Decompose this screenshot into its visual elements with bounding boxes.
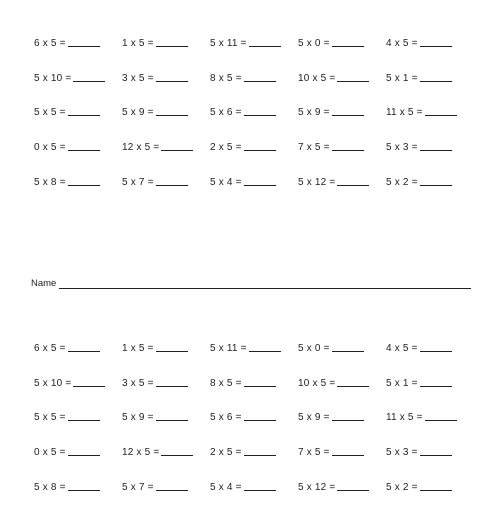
problem-text: 3 x 5 = [122,72,154,84]
problem [298,378,386,389]
problem [210,343,298,354]
problem-text: 5 x 11 = [210,37,247,49]
problem [298,177,386,188]
answer-blank[interactable] [420,185,452,186]
answer-blank[interactable] [68,150,100,151]
answer-blank[interactable] [73,386,105,387]
name-blank[interactable] [59,278,471,289]
problem [34,38,122,49]
problem-text: 5 x 7 = [122,482,154,494]
problem [386,412,474,423]
problem-text: 5 x 2 = [386,482,418,494]
answer-blank[interactable] [332,455,364,456]
problem [210,142,298,153]
problem [386,482,474,493]
problem [210,447,298,458]
problem [34,177,122,188]
problem-text: 11 x 5 = [386,107,423,119]
answer-blank[interactable] [156,490,188,491]
problem-row [34,165,474,200]
problem [386,447,474,458]
problem [34,142,122,153]
worksheet-bottom-section [34,331,474,505]
problem [122,142,210,153]
answer-blank[interactable] [156,81,188,82]
problem-text: 5 x 1 = [386,72,418,84]
problem-text: 5 x 10 = [34,72,72,84]
answer-blank[interactable] [161,150,193,151]
problem [210,38,298,49]
answer-blank[interactable] [249,46,281,47]
problem-text: 5 x 1 = [386,377,418,389]
answer-blank[interactable] [337,490,369,491]
answer-blank[interactable] [420,81,452,82]
problem [122,107,210,118]
problem-text: 12 x 5 = [122,142,160,154]
answer-blank[interactable] [68,185,100,186]
name-label: Name [31,278,57,289]
answer-blank[interactable] [337,185,369,186]
problem-text: 5 x 5 = [34,107,66,119]
problem-text: 2 x 5 = [210,142,242,154]
problem-text: 5 x 12 = [298,177,336,189]
problem-row [34,401,474,436]
answer-blank[interactable] [156,386,188,387]
answer-blank[interactable] [68,420,100,421]
problem [298,142,386,153]
answer-blank[interactable] [420,455,452,456]
problem-row [34,61,474,96]
answer-blank[interactable] [249,351,281,352]
problem [34,378,122,389]
problem [122,412,210,423]
problem [298,343,386,354]
problem [298,107,386,118]
problem-text: 10 x 5 = [298,72,336,84]
problem-text: 5 x 6 = [210,412,242,424]
problem-text: 5 x 4 = [210,177,242,189]
problem-text: 5 x 12 = [298,482,336,494]
problem [210,482,298,493]
problem [122,38,210,49]
problem-text: 8 x 5 = [210,72,242,84]
problem-row [34,366,474,401]
answer-blank[interactable] [332,46,364,47]
answer-blank[interactable] [425,420,457,421]
problem [122,343,210,354]
problem-text: 10 x 5 = [298,377,336,389]
problem-text: 4 x 5 = [386,37,418,49]
problem-text: 6 x 5 = [34,37,66,49]
problem-text: 8 x 5 = [210,377,242,389]
answer-blank[interactable] [420,490,452,491]
answer-blank[interactable] [68,490,100,491]
problem-text: 5 x 0 = [298,37,330,49]
answer-blank[interactable] [244,185,276,186]
answer-blank[interactable] [73,81,105,82]
problem-row [34,435,474,470]
answer-blank[interactable] [161,455,193,456]
problem [386,378,474,389]
answer-blank[interactable] [420,150,452,151]
problem-text: 3 x 5 = [122,377,154,389]
answer-blank[interactable] [420,46,452,47]
problem [122,73,210,84]
problem-text: 5 x 8 = [34,482,66,494]
problem-text: 5 x 9 = [298,107,330,119]
answer-blank[interactable] [156,351,188,352]
answer-blank[interactable] [244,115,276,116]
answer-blank[interactable] [68,351,100,352]
answer-blank[interactable] [420,386,452,387]
problem [34,73,122,84]
problem-text: 2 x 5 = [210,447,242,459]
problem-text: 5 x 11 = [210,342,247,354]
answer-blank[interactable] [244,490,276,491]
problem-text: 5 x 7 = [122,177,154,189]
problem-row [34,331,474,366]
problem-text: 7 x 5 = [298,142,330,154]
problem-text: 5 x 3 = [386,447,418,459]
problem-text: 5 x 9 = [298,412,330,424]
problem-text: 11 x 5 = [386,412,423,424]
answer-blank[interactable] [156,115,188,116]
problem [298,73,386,84]
problem-text: 7 x 5 = [298,447,330,459]
problem [210,412,298,423]
problem-text: 5 x 2 = [386,177,418,189]
answer-blank[interactable] [156,46,188,47]
answer-blank[interactable] [156,420,188,421]
problem [298,447,386,458]
worksheet-top-section [34,26,474,200]
name-field [31,278,471,289]
problem [122,378,210,389]
problem [386,73,474,84]
problem [122,177,210,188]
problem [210,177,298,188]
problem [34,482,122,493]
problem-row [34,26,474,61]
problem [210,73,298,84]
problem [386,177,474,188]
problem-text: 0 x 5 = [34,142,66,154]
problem [34,447,122,458]
problem [34,412,122,423]
answer-blank[interactable] [244,81,276,82]
problem-row [34,96,474,131]
problem-text: 4 x 5 = [386,342,418,354]
problem [298,38,386,49]
problem-text: 12 x 5 = [122,447,160,459]
problem [386,107,474,118]
answer-blank[interactable] [244,455,276,456]
problem [298,412,386,423]
problem [34,343,122,354]
problem [386,38,474,49]
answer-blank[interactable] [332,420,364,421]
problem-text: 5 x 5 = [34,412,66,424]
problem-text: 5 x 8 = [34,177,66,189]
answer-blank[interactable] [244,386,276,387]
answer-blank[interactable] [68,455,100,456]
problem-text: 5 x 4 = [210,482,242,494]
answer-blank[interactable] [68,46,100,47]
problem-text: 6 x 5 = [34,342,66,354]
problem [210,107,298,118]
answer-blank[interactable] [244,420,276,421]
problem [122,482,210,493]
problem [122,447,210,458]
problem-text: 1 x 5 = [122,37,154,49]
answer-blank[interactable] [68,115,100,116]
answer-blank[interactable] [337,386,369,387]
answer-blank[interactable] [332,351,364,352]
problem-text: 5 x 3 = [386,142,418,154]
answer-blank[interactable] [156,185,188,186]
answer-blank[interactable] [420,351,452,352]
problem-text: 5 x 10 = [34,377,72,389]
problem [210,378,298,389]
problem [386,343,474,354]
answer-blank[interactable] [337,81,369,82]
problem-text: 5 x 9 = [122,412,154,424]
answer-blank[interactable] [244,150,276,151]
problem [34,107,122,118]
problem-text: 1 x 5 = [122,342,154,354]
problem-text: 5 x 9 = [122,107,154,119]
answer-blank[interactable] [425,115,457,116]
answer-blank[interactable] [332,150,364,151]
problem [386,142,474,153]
problem [298,482,386,493]
problem-text: 0 x 5 = [34,447,66,459]
problem-row [34,130,474,165]
problem-text: 5 x 6 = [210,107,242,119]
answer-blank[interactable] [332,115,364,116]
problem-text: 5 x 0 = [298,342,330,354]
